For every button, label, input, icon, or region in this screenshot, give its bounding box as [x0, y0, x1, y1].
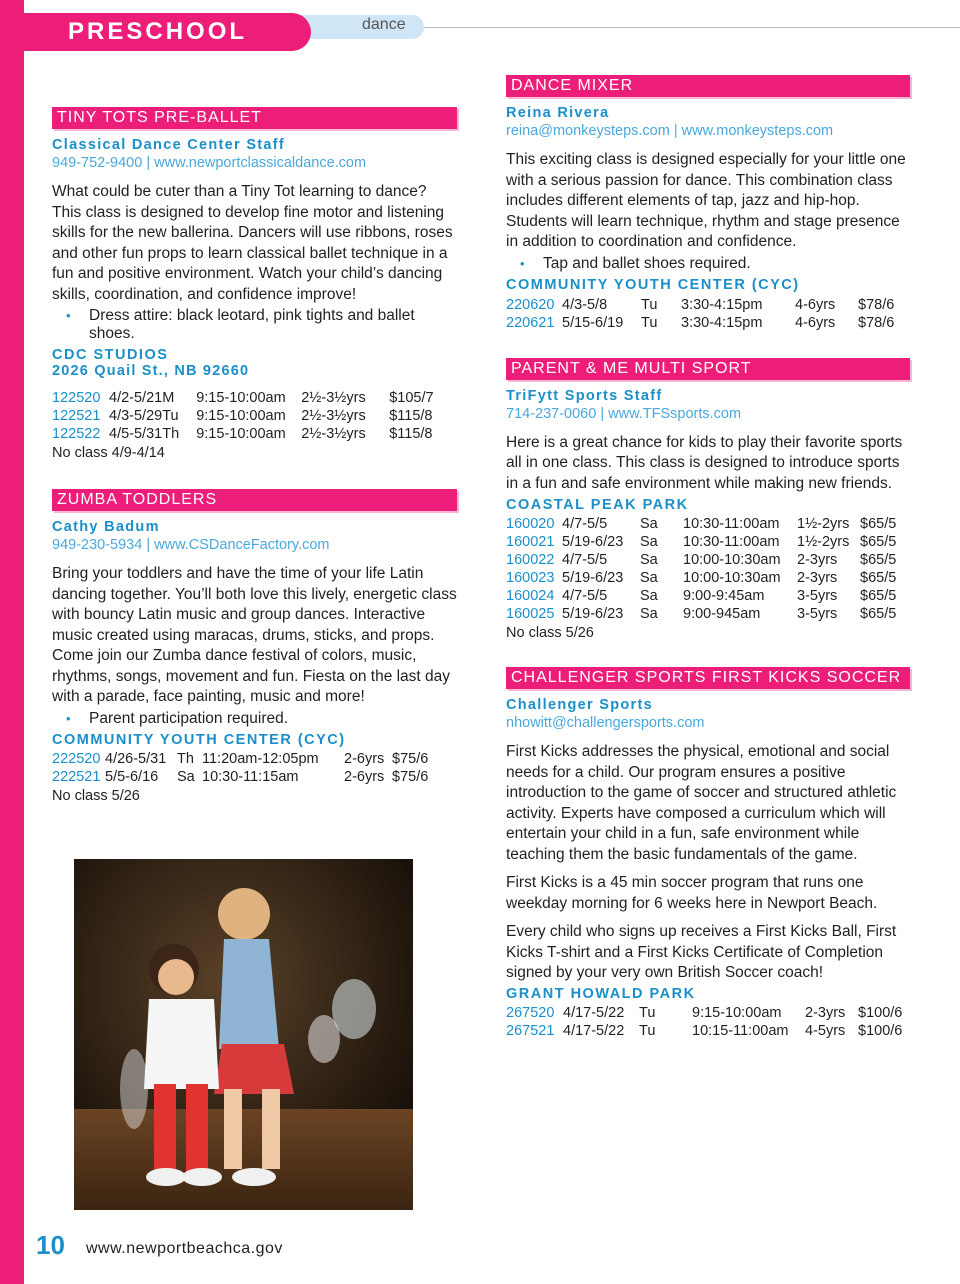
age-range: 1½-2yrs	[797, 516, 850, 532]
no-class-note: No class 5/26	[52, 787, 140, 804]
schedule-row	[506, 587, 910, 605]
date-range: 4/26-5/31	[105, 750, 167, 767]
instructor-name: TriFytt Sports Staff	[506, 387, 663, 404]
class-description: Bring your toddlers and have the time of your life Latin dancing together. You’ll both love this lively, energetic class with bouncy Latin music and group dances. Interactive music created using maracas, drums, sticks, and props. Come join our Zumba dance festival of colors, music, rhythms, songs, movement and fun. Fiesta on the last day with a parade, face painting, music and more!	[52, 565, 457, 705]
date-range: 4/17-5/22	[563, 1022, 625, 1039]
date-range: 4/7-5/5	[562, 552, 608, 568]
date-range: 4/5-5/31	[109, 426, 163, 442]
age-range: 4-5yrs	[805, 1022, 846, 1039]
location-address: 2026 Quail St., NB 92660	[52, 363, 250, 379]
day: Th	[162, 426, 180, 442]
age-range: 4-6yrs	[795, 314, 836, 331]
contact-line[interactable]: 714-237-0060 | www.TFSsports.com	[506, 405, 742, 422]
section-subtitle: dance	[362, 16, 406, 33]
class-description-3: Every child who signs up receives a First Kicks Ball, First Kicks T-shirt and a First Kicks Certificate of Completion signed by your very own British Soccer coach!	[506, 923, 897, 981]
instructor-name: Challenger Sports	[506, 697, 653, 713]
dance-mixer-section	[506, 75, 910, 332]
class-code[interactable]: 122521	[52, 408, 101, 424]
date-range: 5/19-6/23	[562, 534, 624, 550]
header-divider	[424, 27, 960, 28]
class-code[interactable]: 267521	[506, 1022, 555, 1039]
section-heading: CHALLENGER SPORTS FIRST KICKS SOCCER	[506, 667, 910, 689]
class-code[interactable]: 220621	[506, 314, 555, 331]
age-range: 2½-3½yrs	[301, 426, 366, 442]
date-range: 5/5-6/16	[105, 768, 159, 785]
age-range: 2½-3½yrs	[301, 390, 366, 406]
time: 10:30-11:00am	[683, 534, 780, 550]
date-range: 4/7-5/5	[562, 516, 608, 532]
class-description: This exciting class is designed especially for your little one with a serious passion for dance. This combination class includes different elements of tap, jazz and hip-hop. Students will learn technique, rhythm and stage presence in addition to coordination and confidence.	[506, 151, 906, 250]
fee: $65/5	[860, 552, 897, 568]
schedule-row	[52, 768, 440, 786]
time: 9:15-10:00am	[196, 390, 286, 406]
schedule-row	[506, 605, 910, 623]
left-column	[52, 107, 457, 824]
schedule-row	[52, 407, 437, 425]
fee: $65/5	[860, 516, 897, 532]
date-range: 5/19-6/23	[562, 570, 624, 586]
class-code[interactable]: 122522	[52, 426, 101, 442]
day: Tu	[162, 408, 179, 424]
day: Tu	[639, 1004, 656, 1021]
section-heading: TINY TOTS PRE-BALLET	[52, 107, 457, 129]
time: 3:30-4:15pm	[681, 314, 763, 331]
time: 10:30-11:15am	[202, 768, 299, 785]
date-range: 5/15-6/19	[562, 314, 624, 331]
location-name: COASTAL PEAK PARK	[506, 497, 689, 513]
page-title: PRESCHOOL	[68, 18, 248, 45]
class-description: What could be cuter than a Tiny Tot learning to dance? This class is designed to develop fine motor and listening skills for the new ballerina. Dancers will use ribbons, roses and other fun props to learn classical ballet technique in a fun and positive environment. Watch your child’s dancing skills, coordination, and confidence improve!	[52, 183, 453, 303]
age-range: 2-3yrs	[797, 552, 838, 568]
day: Th	[177, 750, 194, 767]
instructor-name: Cathy Badum	[52, 519, 160, 535]
schedule-table	[52, 750, 440, 786]
date-range: 4/2-5/21	[109, 390, 163, 406]
contact-line[interactable]: nhowitt@challengersports.com	[506, 715, 705, 731]
date-range: 4/17-5/22	[563, 1004, 625, 1021]
time: 3:30-4:15pm	[681, 296, 763, 313]
day: M	[162, 390, 175, 406]
time: 10:00-10:30am	[683, 570, 781, 586]
day: Sa	[640, 516, 658, 532]
day: Tu	[639, 1022, 656, 1039]
schedule-row	[506, 314, 910, 332]
parent-me-section	[506, 358, 910, 644]
time: 9:15-10:00am	[196, 426, 286, 442]
time: 10:15-11:00am	[692, 1022, 789, 1039]
class-description: First Kicks addresses the physical, emotional and social needs for a child. Our program ensures a positive introduction to the game of soccer and structured athletic activity. Experts have composed a curriculum which will entertain your child in a fun, safe environment while teaching them the basic fundamentals of the game.	[506, 743, 897, 863]
tiny-tots-section	[52, 107, 457, 463]
requirement-bullet: • Tap and ballet shoes required.	[506, 255, 910, 273]
date-range: 5/19-6/23	[562, 606, 624, 622]
day: Sa	[640, 606, 658, 622]
fee: $100/6	[858, 1022, 903, 1039]
fee: $75/6	[392, 768, 429, 785]
contact-line[interactable]: 949-752-9400 | www.newportclassicaldance.com	[52, 155, 367, 171]
date-range: 4/3-5/8	[562, 296, 608, 313]
day: Sa	[177, 768, 195, 785]
schedule-row	[506, 515, 910, 533]
fee: $65/5	[860, 606, 897, 622]
left-accent-bar	[0, 0, 24, 1284]
class-code[interactable]: 160021	[506, 534, 555, 550]
location-name: COMMUNITY YOUTH CENTER (CYC)	[506, 276, 800, 293]
challenger-section	[506, 667, 910, 1040]
schedule-row	[506, 1004, 908, 1022]
schedule-row	[506, 551, 910, 569]
class-code[interactable]: 222521	[52, 768, 101, 785]
section-heading: PARENT & ME MULTI SPORT	[506, 358, 910, 380]
time: 9:15-10:00am	[196, 408, 286, 424]
age-range: 2-6yrs	[344, 750, 385, 767]
class-code[interactable]: 160022	[506, 552, 555, 568]
requirement-bullet: • Dress attire: black leotard, pink tights and ballet shoes.	[52, 307, 457, 343]
fee: $65/5	[860, 588, 897, 604]
class-code[interactable]: 220620	[506, 296, 555, 313]
schedule-row	[52, 750, 440, 768]
instructor-name: Classical Dance Center Staff	[52, 137, 286, 153]
age-range: 2-3yrs	[805, 1004, 846, 1021]
section-heading: DANCE MIXER	[506, 75, 910, 97]
time: 10:00-10:30am	[683, 552, 781, 568]
class-code[interactable]: 222520	[52, 750, 101, 767]
time: 9:00-945am	[683, 606, 761, 622]
zumba-section	[52, 489, 457, 806]
no-class-note: No class 4/9-4/14	[52, 445, 165, 461]
fee: $115/8	[389, 426, 433, 442]
age-range: 2½-3½yrs	[301, 408, 366, 424]
section-heading: ZUMBA TODDLERS	[52, 489, 457, 511]
day: Tu	[641, 296, 658, 313]
right-column	[506, 75, 910, 1058]
day: Sa	[640, 552, 658, 568]
day: Sa	[640, 570, 658, 586]
schedule-row	[506, 533, 910, 551]
time: 9:00-9:45am	[683, 588, 765, 604]
no-class-note: No class 5/26	[506, 625, 594, 641]
age-range: 2-6yrs	[344, 768, 385, 785]
class-code[interactable]: 267520	[506, 1004, 555, 1021]
schedule-row	[52, 425, 437, 443]
fee: $65/5	[860, 534, 897, 550]
time: 9:15-10:00am	[692, 1004, 782, 1021]
schedule-row	[506, 569, 910, 587]
footer-url[interactable]: www.newportbeachca.gov	[86, 1240, 283, 1257]
time: 11:20am-12:05pm	[202, 750, 319, 767]
location-name: COMMUNITY YOUTH CENTER (CYC)	[52, 731, 346, 748]
class-code[interactable]: 160024	[506, 588, 555, 604]
fee: $65/5	[860, 570, 897, 586]
schedule-row	[52, 389, 437, 407]
class-code[interactable]: 160020	[506, 516, 555, 532]
age-range: 1½-2yrs	[797, 534, 850, 550]
instructor-name: Reina Rivera	[506, 105, 610, 121]
day: Sa	[640, 534, 658, 550]
fee: $100/6	[858, 1004, 903, 1021]
age-range: 3-5yrs	[797, 606, 838, 622]
class-description: Here is a great chance for kids to play their favorite sports all in one class. This class is designed to introduce sports in a fun and safe environment while making new friends.	[506, 433, 903, 492]
fee: $78/6	[858, 296, 895, 313]
day: Tu	[641, 314, 658, 331]
class-code[interactable]: 122520	[52, 390, 101, 406]
age-range: 3-5yrs	[797, 588, 838, 604]
dancing-children-photo	[74, 859, 413, 1210]
day: Sa	[640, 588, 658, 604]
schedule-table	[506, 1004, 908, 1040]
fee: $75/6	[392, 750, 429, 767]
schedule-row	[506, 1022, 908, 1040]
fee: $115/8	[389, 408, 433, 424]
age-range: 2-3yrs	[797, 570, 838, 586]
schedule-table	[52, 389, 437, 443]
requirement-bullet: • Parent participation required.	[52, 710, 457, 728]
schedule-table	[506, 296, 910, 332]
age-range: 4-6yrs	[795, 296, 836, 313]
fee: $105/7	[389, 390, 434, 406]
page-number: 10	[36, 1230, 65, 1260]
date-range: 4/3-5/29	[109, 408, 163, 424]
location-name: GRANT HOWALD PARK	[506, 985, 696, 1002]
schedule-row	[506, 296, 910, 314]
class-code[interactable]: 160025	[506, 606, 555, 622]
location-name: CDC STUDIOS	[52, 347, 169, 363]
schedule-table	[506, 515, 910, 623]
date-range: 4/7-5/5	[562, 588, 608, 604]
time: 10:30-11:00am	[683, 516, 780, 532]
contact-line[interactable]: 949-230-5934 | www.CSDanceFactory.com	[52, 537, 330, 553]
class-description-2: First Kicks is a 45 min soccer program that runs one weekday morning for 6 weeks here in Newport Beach.	[506, 874, 878, 912]
class-code[interactable]: 160023	[506, 570, 555, 586]
fee: $78/6	[858, 314, 895, 331]
contact-line[interactable]: reina@monkeysteps.com | www.monkeysteps.com	[506, 123, 834, 139]
